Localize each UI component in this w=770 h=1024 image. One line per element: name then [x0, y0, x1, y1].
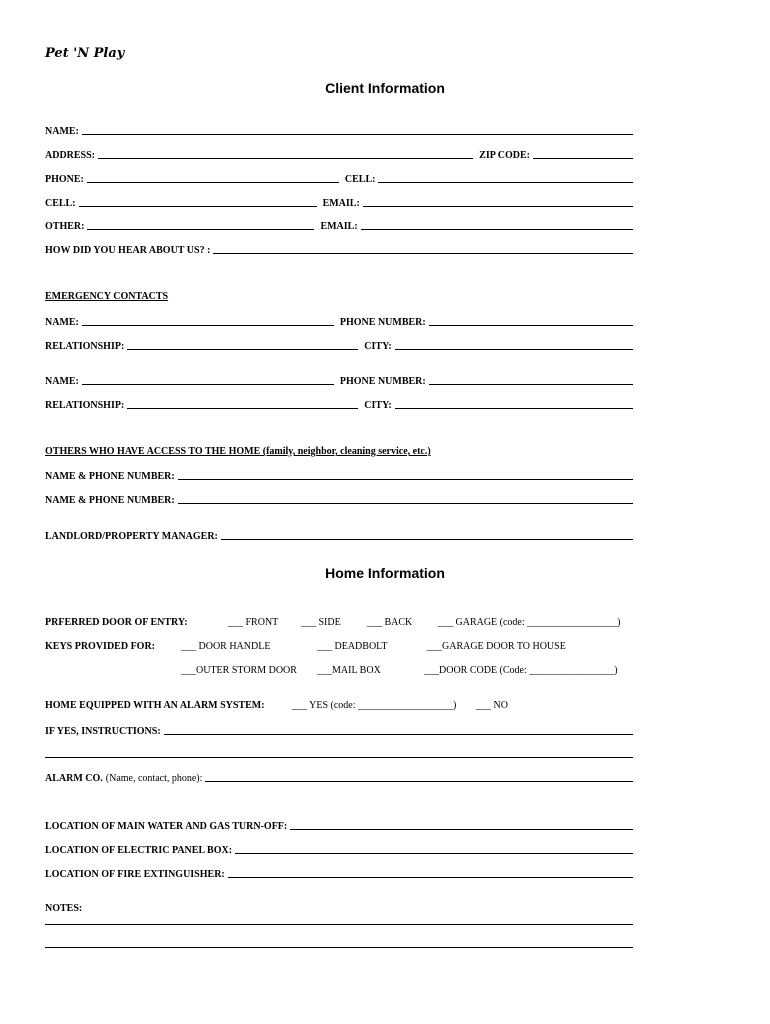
emergency1-city-label: CITY:: [364, 341, 392, 352]
emergency1-city-field[interactable]: [395, 340, 633, 350]
emergency2-relationship-label: RELATIONSHIP:: [45, 400, 125, 411]
client-email-label: EMAIL:: [322, 198, 360, 209]
alarm-no-option[interactable]: ___ NO: [476, 700, 508, 711]
emergency2-name-label: NAME:: [45, 376, 79, 387]
keys-door-handle-option[interactable]: ___ DOOR HANDLE: [181, 641, 271, 652]
access1-field[interactable]: [178, 470, 633, 480]
client-other-row: [45, 218, 633, 232]
emergency2-phone-label: PHONE NUMBER:: [339, 376, 426, 387]
client-zip-field[interactable]: [533, 149, 633, 159]
client-other-field[interactable]: [87, 220, 314, 230]
keys-storm-door-option[interactable]: ___OUTER STORM DOOR: [181, 665, 297, 676]
client-zip-label: ZIP CODE:: [479, 150, 530, 161]
notes-line-2[interactable]: [45, 947, 633, 948]
fire-extinguisher-label: LOCATION OF FIRE EXTINGUISHER:: [45, 869, 225, 880]
water-gas-row: [45, 818, 633, 832]
access2-label: NAME & PHONE NUMBER:: [45, 495, 175, 506]
emergency1-relationship-row: [45, 338, 633, 352]
access1-row: [45, 468, 633, 482]
client-email-field[interactable]: [363, 197, 633, 207]
landlord-row: [45, 528, 633, 542]
emergency1-name-label: NAME:: [45, 317, 79, 328]
emergency1-relationship-label: RELATIONSHIP:: [45, 341, 125, 352]
emergency2-name-field[interactable]: [82, 375, 334, 385]
keys-door-code-option[interactable]: ___DOOR CODE (Code: _________________): [424, 665, 618, 676]
alarm-yes-option[interactable]: ___ YES (code: ___________________): [292, 700, 457, 711]
client-hear-field[interactable]: [213, 244, 633, 254]
client-information-title: Client Information: [325, 80, 445, 96]
emergency2-phone-field[interactable]: [429, 375, 633, 385]
client-cell2-field[interactable]: [79, 197, 317, 207]
emergency2-relationship-row: [45, 397, 633, 411]
landlord-field[interactable]: [221, 530, 633, 540]
alarm-company-row: [45, 770, 633, 784]
alarm-company-label: ALARM CO.: [45, 773, 103, 784]
emergency2-city-field[interactable]: [395, 399, 633, 409]
door-entry-label: PRFERRED DOOR OF ENTRY:: [45, 617, 188, 628]
emergency1-name-row: [45, 314, 633, 328]
alarm-instructions-label: IF YES, INSTRUCTIONS:: [45, 726, 161, 737]
alarm-instructions-field[interactable]: [164, 725, 633, 735]
emergency1-phone-label: PHONE NUMBER:: [339, 317, 426, 328]
electric-panel-row: [45, 842, 633, 856]
client-address-row: [45, 147, 633, 161]
client-name-label: NAME:: [45, 126, 79, 137]
keys-deadbolt-option[interactable]: ___ DEADBOLT: [317, 641, 388, 652]
alarm-instructions-row: [45, 723, 633, 737]
notes-line-1[interactable]: [45, 924, 633, 925]
emergency-contacts-heading: EMERGENCY CONTACTS: [45, 291, 169, 302]
keys-garage-door-option[interactable]: ___GARAGE DOOR TO HOUSE: [427, 641, 566, 652]
client-phone-row: [45, 171, 633, 185]
emergency1-phone-field[interactable]: [429, 316, 633, 326]
fire-extinguisher-row: [45, 866, 633, 880]
brand-name: Pet 'N Play: [45, 46, 125, 61]
door-garage-option[interactable]: ___ GARAGE (code: __________________): [438, 617, 621, 628]
emergency2-relationship-field[interactable]: [127, 399, 358, 409]
client-cell-label: CELL:: [344, 174, 376, 185]
alarm-instructions-extra-line[interactable]: [45, 757, 633, 758]
emergency1-relationship-field[interactable]: [127, 340, 358, 350]
emergency2-name-row: [45, 373, 633, 387]
client-email2-field[interactable]: [361, 220, 633, 230]
client-cell2-label: CELL:: [45, 198, 76, 209]
access2-row: [45, 492, 633, 506]
access1-label: NAME & PHONE NUMBER:: [45, 471, 175, 482]
water-gas-label: LOCATION OF MAIN WATER AND GAS TURN-OFF:: [45, 821, 288, 832]
door-back-option[interactable]: ___ BACK: [367, 617, 413, 628]
home-information-title: Home Information: [325, 565, 445, 581]
alarm-system-label: HOME EQUIPPED WITH AN ALARM SYSTEM:: [45, 700, 265, 711]
others-access-heading: OTHERS WHO HAVE ACCESS TO THE HOME (family, neighbor, cleaning service, etc.): [45, 446, 431, 457]
notes-label: NOTES:: [45, 903, 83, 914]
client-phone-field[interactable]: [87, 173, 339, 183]
emergency2-city-label: CITY:: [364, 400, 392, 411]
access2-field[interactable]: [178, 494, 633, 504]
client-cell-field[interactable]: [378, 173, 633, 183]
door-front-option[interactable]: ___ FRONT: [228, 617, 279, 628]
alarm-company-field[interactable]: [205, 772, 633, 782]
client-name-row: [45, 123, 633, 137]
client-hear-label: HOW DID YOU HEAR ABOUT US? :: [45, 245, 211, 256]
client-cell2-row: [45, 195, 633, 209]
client-email2-label: EMAIL:: [320, 221, 358, 232]
water-gas-field[interactable]: [290, 820, 633, 830]
emergency1-name-field[interactable]: [82, 316, 334, 326]
client-phone-label: PHONE:: [45, 174, 84, 185]
client-address-field[interactable]: [98, 149, 473, 159]
keys-provided-label: KEYS PROVIDED FOR:: [45, 641, 156, 652]
door-side-option[interactable]: ___ SIDE: [301, 617, 341, 628]
electric-panel-field[interactable]: [235, 844, 633, 854]
client-name-field[interactable]: [82, 125, 633, 135]
alarm-company-note: (Name, contact, phone):: [105, 773, 203, 784]
client-other-label: OTHER:: [45, 221, 85, 232]
electric-panel-label: LOCATION OF ELECTRIC PANEL BOX:: [45, 845, 233, 856]
landlord-label: LANDLORD/PROPERTY MANAGER:: [45, 531, 218, 542]
client-address-label: ADDRESS:: [45, 150, 96, 161]
keys-mail-box-option[interactable]: ___MAIL BOX: [317, 665, 381, 676]
fire-extinguisher-field[interactable]: [228, 868, 633, 878]
client-hear-row: [45, 242, 633, 256]
